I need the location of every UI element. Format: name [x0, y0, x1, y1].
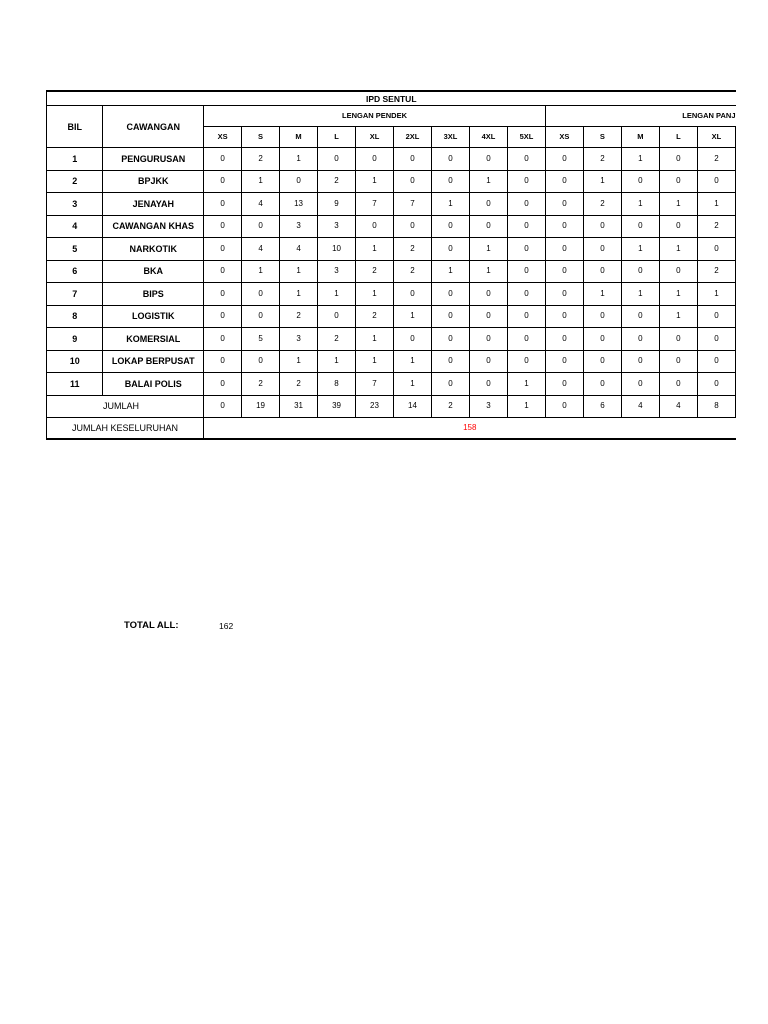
cell-panjang: 0 [621, 350, 659, 373]
table-row [47, 283, 736, 306]
cell-pendek: 4 [242, 193, 280, 216]
cell-pendek: 0 [507, 193, 545, 216]
cell-pendek: 0 [394, 283, 432, 306]
cell-pendek: 2 [280, 305, 318, 328]
jumlah-pendek: 2 [431, 395, 469, 418]
cell-panjang: 0 [697, 305, 735, 328]
size-header-pendek: 4XL [469, 127, 507, 148]
cell-pendek: 1 [242, 260, 280, 283]
row-cawangan: LOGISTIK [103, 305, 204, 328]
cell-pendek: 2 [356, 260, 394, 283]
spreadsheet-area [46, 90, 736, 440]
cell-panjang: 0 [545, 148, 583, 171]
cell-panjang: 0 [545, 193, 583, 216]
cell-pendek: 1 [280, 283, 318, 306]
cell-panjang: 0 [583, 238, 621, 261]
cell-pendek: 1 [507, 373, 545, 396]
cell-pendek: 2 [280, 373, 318, 396]
cell-pendek: 1 [469, 238, 507, 261]
cell-pendek: 7 [356, 373, 394, 396]
cell-pendek: 3 [318, 260, 356, 283]
cell-pendek: 0 [431, 373, 469, 396]
cell-pendek: 0 [318, 148, 356, 171]
uniform-size-table [46, 90, 736, 440]
size-header-pendek: XS [204, 127, 242, 148]
cell-panjang: 1 [583, 283, 621, 306]
size-header-pendek: M [280, 127, 318, 148]
cell-panjang: 0 [621, 215, 659, 238]
cell-pendek: 0 [507, 148, 545, 171]
cell-pendek: 0 [204, 328, 242, 351]
lengan-pendek-header: LENGAN PENDEK [204, 106, 546, 127]
cell-pendek: 0 [242, 215, 280, 238]
cell-pendek: 1 [356, 283, 394, 306]
cell-panjang: 0 [583, 328, 621, 351]
cell-panjang: 0 [583, 373, 621, 396]
jumlah-keseluruhan-label: JUMLAH KESELURUHAN [47, 418, 204, 440]
cell-pendek: 0 [242, 305, 280, 328]
cell-panjang: 0 [545, 170, 583, 193]
cell-panjang: 0 [659, 170, 697, 193]
cell-panjang: 2 [697, 215, 735, 238]
jumlah-pendek: 14 [394, 395, 432, 418]
jumlah-pendek: 31 [280, 395, 318, 418]
row-cawangan: LOKAP BERPUSAT [103, 350, 204, 373]
cell-pendek: 8 [318, 373, 356, 396]
cell-pendek: 3 [280, 215, 318, 238]
cell-panjang: 2 [583, 193, 621, 216]
cell-pendek: 2 [242, 148, 280, 171]
cell-panjang: 0 [697, 373, 735, 396]
cell-pendek: 0 [318, 305, 356, 328]
cell-pendek: 0 [469, 283, 507, 306]
jumlah-panjang: 6 [583, 395, 621, 418]
size-header-pendek: 2XL [394, 127, 432, 148]
cell-pendek: 0 [394, 170, 432, 193]
row-bil: 8 [47, 305, 103, 328]
lengan-panjang-header: LENGAN PANJ [545, 106, 735, 127]
cell-pendek: 7 [394, 193, 432, 216]
cell-panjang: 1 [621, 193, 659, 216]
row-bil: 7 [47, 283, 103, 306]
cell-pendek: 0 [507, 328, 545, 351]
size-header-panjang: M [621, 127, 659, 148]
cell-pendek: 1 [356, 238, 394, 261]
cell-panjang: 0 [697, 170, 735, 193]
cell-panjang: 0 [659, 260, 697, 283]
table-row [47, 260, 736, 283]
cell-pendek: 0 [431, 305, 469, 328]
jumlah-keseluruhan-value: 158 [204, 418, 736, 440]
cell-pendek: 3 [318, 215, 356, 238]
size-header-panjang: L [659, 127, 697, 148]
cell-pendek: 4 [280, 238, 318, 261]
table-row [47, 148, 736, 171]
cell-pendek: 0 [204, 373, 242, 396]
row-cawangan: KOMERSIAL [103, 328, 204, 351]
cell-panjang: 0 [583, 350, 621, 373]
cell-panjang: 0 [697, 328, 735, 351]
cell-pendek: 0 [469, 328, 507, 351]
cell-pendek: 4 [242, 238, 280, 261]
group-header-row [47, 106, 736, 127]
jumlah-pendek: 39 [318, 395, 356, 418]
jumlah-panjang: 4 [659, 395, 697, 418]
cell-panjang: 0 [621, 328, 659, 351]
cell-panjang: 0 [583, 215, 621, 238]
cell-pendek: 1 [356, 328, 394, 351]
row-bil: 11 [47, 373, 103, 396]
table-row [47, 373, 736, 396]
cell-pendek: 0 [204, 350, 242, 373]
cell-pendek: 2 [356, 305, 394, 328]
cell-pendek: 1 [431, 260, 469, 283]
cell-pendek: 9 [318, 193, 356, 216]
cell-pendek: 3 [280, 328, 318, 351]
jumlah-panjang: 0 [545, 395, 583, 418]
row-bil: 10 [47, 350, 103, 373]
cell-pendek: 0 [431, 328, 469, 351]
jumlah-keseluruhan-row [47, 418, 736, 440]
cell-panjang: 0 [545, 350, 583, 373]
cell-panjang: 2 [583, 148, 621, 171]
jumlah-label: JUMLAH [47, 395, 204, 418]
title-row [47, 91, 736, 106]
cell-pendek: 0 [204, 193, 242, 216]
row-cawangan: BALAI POLIS [103, 373, 204, 396]
cell-pendek: 1 [394, 373, 432, 396]
cell-panjang: 0 [545, 260, 583, 283]
cell-pendek: 1 [356, 350, 394, 373]
size-header-panjang: XS [545, 127, 583, 148]
cell-pendek: 1 [280, 260, 318, 283]
cell-pendek: 1 [242, 170, 280, 193]
cell-pendek: 0 [507, 350, 545, 373]
table-row [47, 170, 736, 193]
cell-pendek: 2 [318, 328, 356, 351]
cell-pendek: 0 [204, 148, 242, 171]
cell-panjang: 0 [697, 238, 735, 261]
table-row [47, 305, 736, 328]
cell-pendek: 0 [469, 215, 507, 238]
cell-pendek: 1 [469, 170, 507, 193]
cell-pendek: 0 [431, 238, 469, 261]
row-cawangan: BPJKK [103, 170, 204, 193]
cell-pendek: 0 [280, 170, 318, 193]
row-cawangan: BKA [103, 260, 204, 283]
cell-pendek: 1 [356, 170, 394, 193]
cell-pendek: 0 [507, 170, 545, 193]
size-header-panjang: XL [697, 127, 735, 148]
jumlah-pendek: 23 [356, 395, 394, 418]
cell-pendek: 0 [431, 170, 469, 193]
cell-panjang: 0 [583, 260, 621, 283]
cell-panjang: 0 [621, 373, 659, 396]
cell-panjang: 1 [659, 283, 697, 306]
cell-pendek: 1 [318, 283, 356, 306]
cell-pendek: 2 [394, 238, 432, 261]
cell-pendek: 0 [204, 260, 242, 283]
jumlah-pendek: 3 [469, 395, 507, 418]
row-bil: 2 [47, 170, 103, 193]
cell-pendek: 0 [507, 215, 545, 238]
cell-pendek: 0 [507, 283, 545, 306]
cell-pendek: 5 [242, 328, 280, 351]
cell-panjang: 0 [621, 305, 659, 328]
cell-pendek: 0 [204, 170, 242, 193]
cell-pendek: 0 [204, 283, 242, 306]
cell-pendek: 0 [394, 148, 432, 171]
size-header-pendek: L [318, 127, 356, 148]
cell-panjang: 0 [621, 260, 659, 283]
row-cawangan: BIPS [103, 283, 204, 306]
cell-pendek: 0 [507, 238, 545, 261]
cell-pendek: 2 [394, 260, 432, 283]
cell-pendek: 1 [318, 350, 356, 373]
row-bil: 3 [47, 193, 103, 216]
row-cawangan: JENAYAH [103, 193, 204, 216]
cell-panjang: 2 [697, 148, 735, 171]
size-header-pendek: S [242, 127, 280, 148]
size-header-pendek: XL [356, 127, 394, 148]
jumlah-pendek: 0 [204, 395, 242, 418]
jumlah-pendek: 1 [507, 395, 545, 418]
cell-panjang: 0 [659, 215, 697, 238]
cell-panjang: 0 [659, 373, 697, 396]
cell-panjang: 2 [697, 260, 735, 283]
cell-pendek: 0 [431, 283, 469, 306]
cell-pendek: 0 [469, 350, 507, 373]
cawangan-header: CAWANGAN [103, 106, 204, 148]
row-cawangan: NARKOTIK [103, 238, 204, 261]
cell-pendek: 2 [318, 170, 356, 193]
cell-panjang: 1 [621, 283, 659, 306]
cell-pendek: 0 [431, 148, 469, 171]
cell-panjang: 0 [659, 328, 697, 351]
row-bil: 1 [47, 148, 103, 171]
cell-pendek: 0 [394, 215, 432, 238]
row-cawangan: CAWANGAN KHAS [103, 215, 204, 238]
cell-panjang: 1 [659, 305, 697, 328]
cell-panjang: 1 [659, 238, 697, 261]
jumlah-row [47, 395, 736, 418]
cell-pendek: 1 [280, 350, 318, 373]
cell-pendek: 0 [431, 350, 469, 373]
cell-pendek: 0 [469, 148, 507, 171]
cell-panjang: 0 [621, 170, 659, 193]
cell-panjang: 0 [545, 238, 583, 261]
cell-panjang: 0 [659, 350, 697, 373]
cell-pendek: 0 [394, 328, 432, 351]
cell-pendek: 10 [318, 238, 356, 261]
table-row [47, 238, 736, 261]
cell-panjang: 1 [621, 148, 659, 171]
size-header-pendek: 3XL [431, 127, 469, 148]
cell-panjang: 1 [583, 170, 621, 193]
cell-pendek: 0 [507, 260, 545, 283]
jumlah-panjang: 8 [697, 395, 735, 418]
table-row [47, 350, 736, 373]
cell-pendek: 0 [507, 305, 545, 328]
cell-pendek: 0 [469, 305, 507, 328]
cell-pendek: 0 [469, 193, 507, 216]
cell-pendek: 1 [394, 305, 432, 328]
cell-pendek: 0 [431, 215, 469, 238]
cell-pendek: 0 [242, 283, 280, 306]
cell-pendek: 0 [204, 215, 242, 238]
cell-panjang: 0 [545, 373, 583, 396]
cell-pendek: 0 [204, 238, 242, 261]
row-bil: 6 [47, 260, 103, 283]
row-cawangan: PENGURUSAN [103, 148, 204, 171]
row-bil: 4 [47, 215, 103, 238]
table-row [47, 193, 736, 216]
size-header-panjang: S [583, 127, 621, 148]
jumlah-pendek: 19 [242, 395, 280, 418]
cell-panjang: 0 [545, 328, 583, 351]
cell-pendek: 0 [242, 350, 280, 373]
total-all-label: TOTAL ALL: [124, 620, 179, 631]
cell-panjang: 1 [659, 193, 697, 216]
table-title: IPD SENTUL [47, 91, 736, 106]
table-row [47, 215, 736, 238]
size-header-pendek: 5XL [507, 127, 545, 148]
cell-pendek: 0 [469, 373, 507, 396]
bil-header: BIL [47, 106, 103, 148]
cell-panjang: 0 [583, 305, 621, 328]
total-all-value: 162 [219, 621, 234, 631]
cell-pendek: 0 [356, 148, 394, 171]
cell-pendek: 0 [356, 215, 394, 238]
row-bil: 5 [47, 238, 103, 261]
cell-pendek: 13 [280, 193, 318, 216]
cell-pendek: 1 [469, 260, 507, 283]
cell-panjang: 0 [545, 283, 583, 306]
cell-panjang: 1 [621, 238, 659, 261]
cell-pendek: 1 [394, 350, 432, 373]
cell-panjang: 0 [697, 350, 735, 373]
cell-pendek: 2 [242, 373, 280, 396]
cell-panjang: 0 [545, 305, 583, 328]
cell-panjang: 0 [659, 148, 697, 171]
cell-panjang: 0 [545, 215, 583, 238]
cell-pendek: 1 [431, 193, 469, 216]
cell-pendek: 7 [356, 193, 394, 216]
row-bil: 9 [47, 328, 103, 351]
jumlah-panjang: 4 [621, 395, 659, 418]
table-row [47, 328, 736, 351]
cell-panjang: 1 [697, 283, 735, 306]
cell-panjang: 1 [697, 193, 735, 216]
cell-pendek: 1 [280, 148, 318, 171]
cell-pendek: 0 [204, 305, 242, 328]
